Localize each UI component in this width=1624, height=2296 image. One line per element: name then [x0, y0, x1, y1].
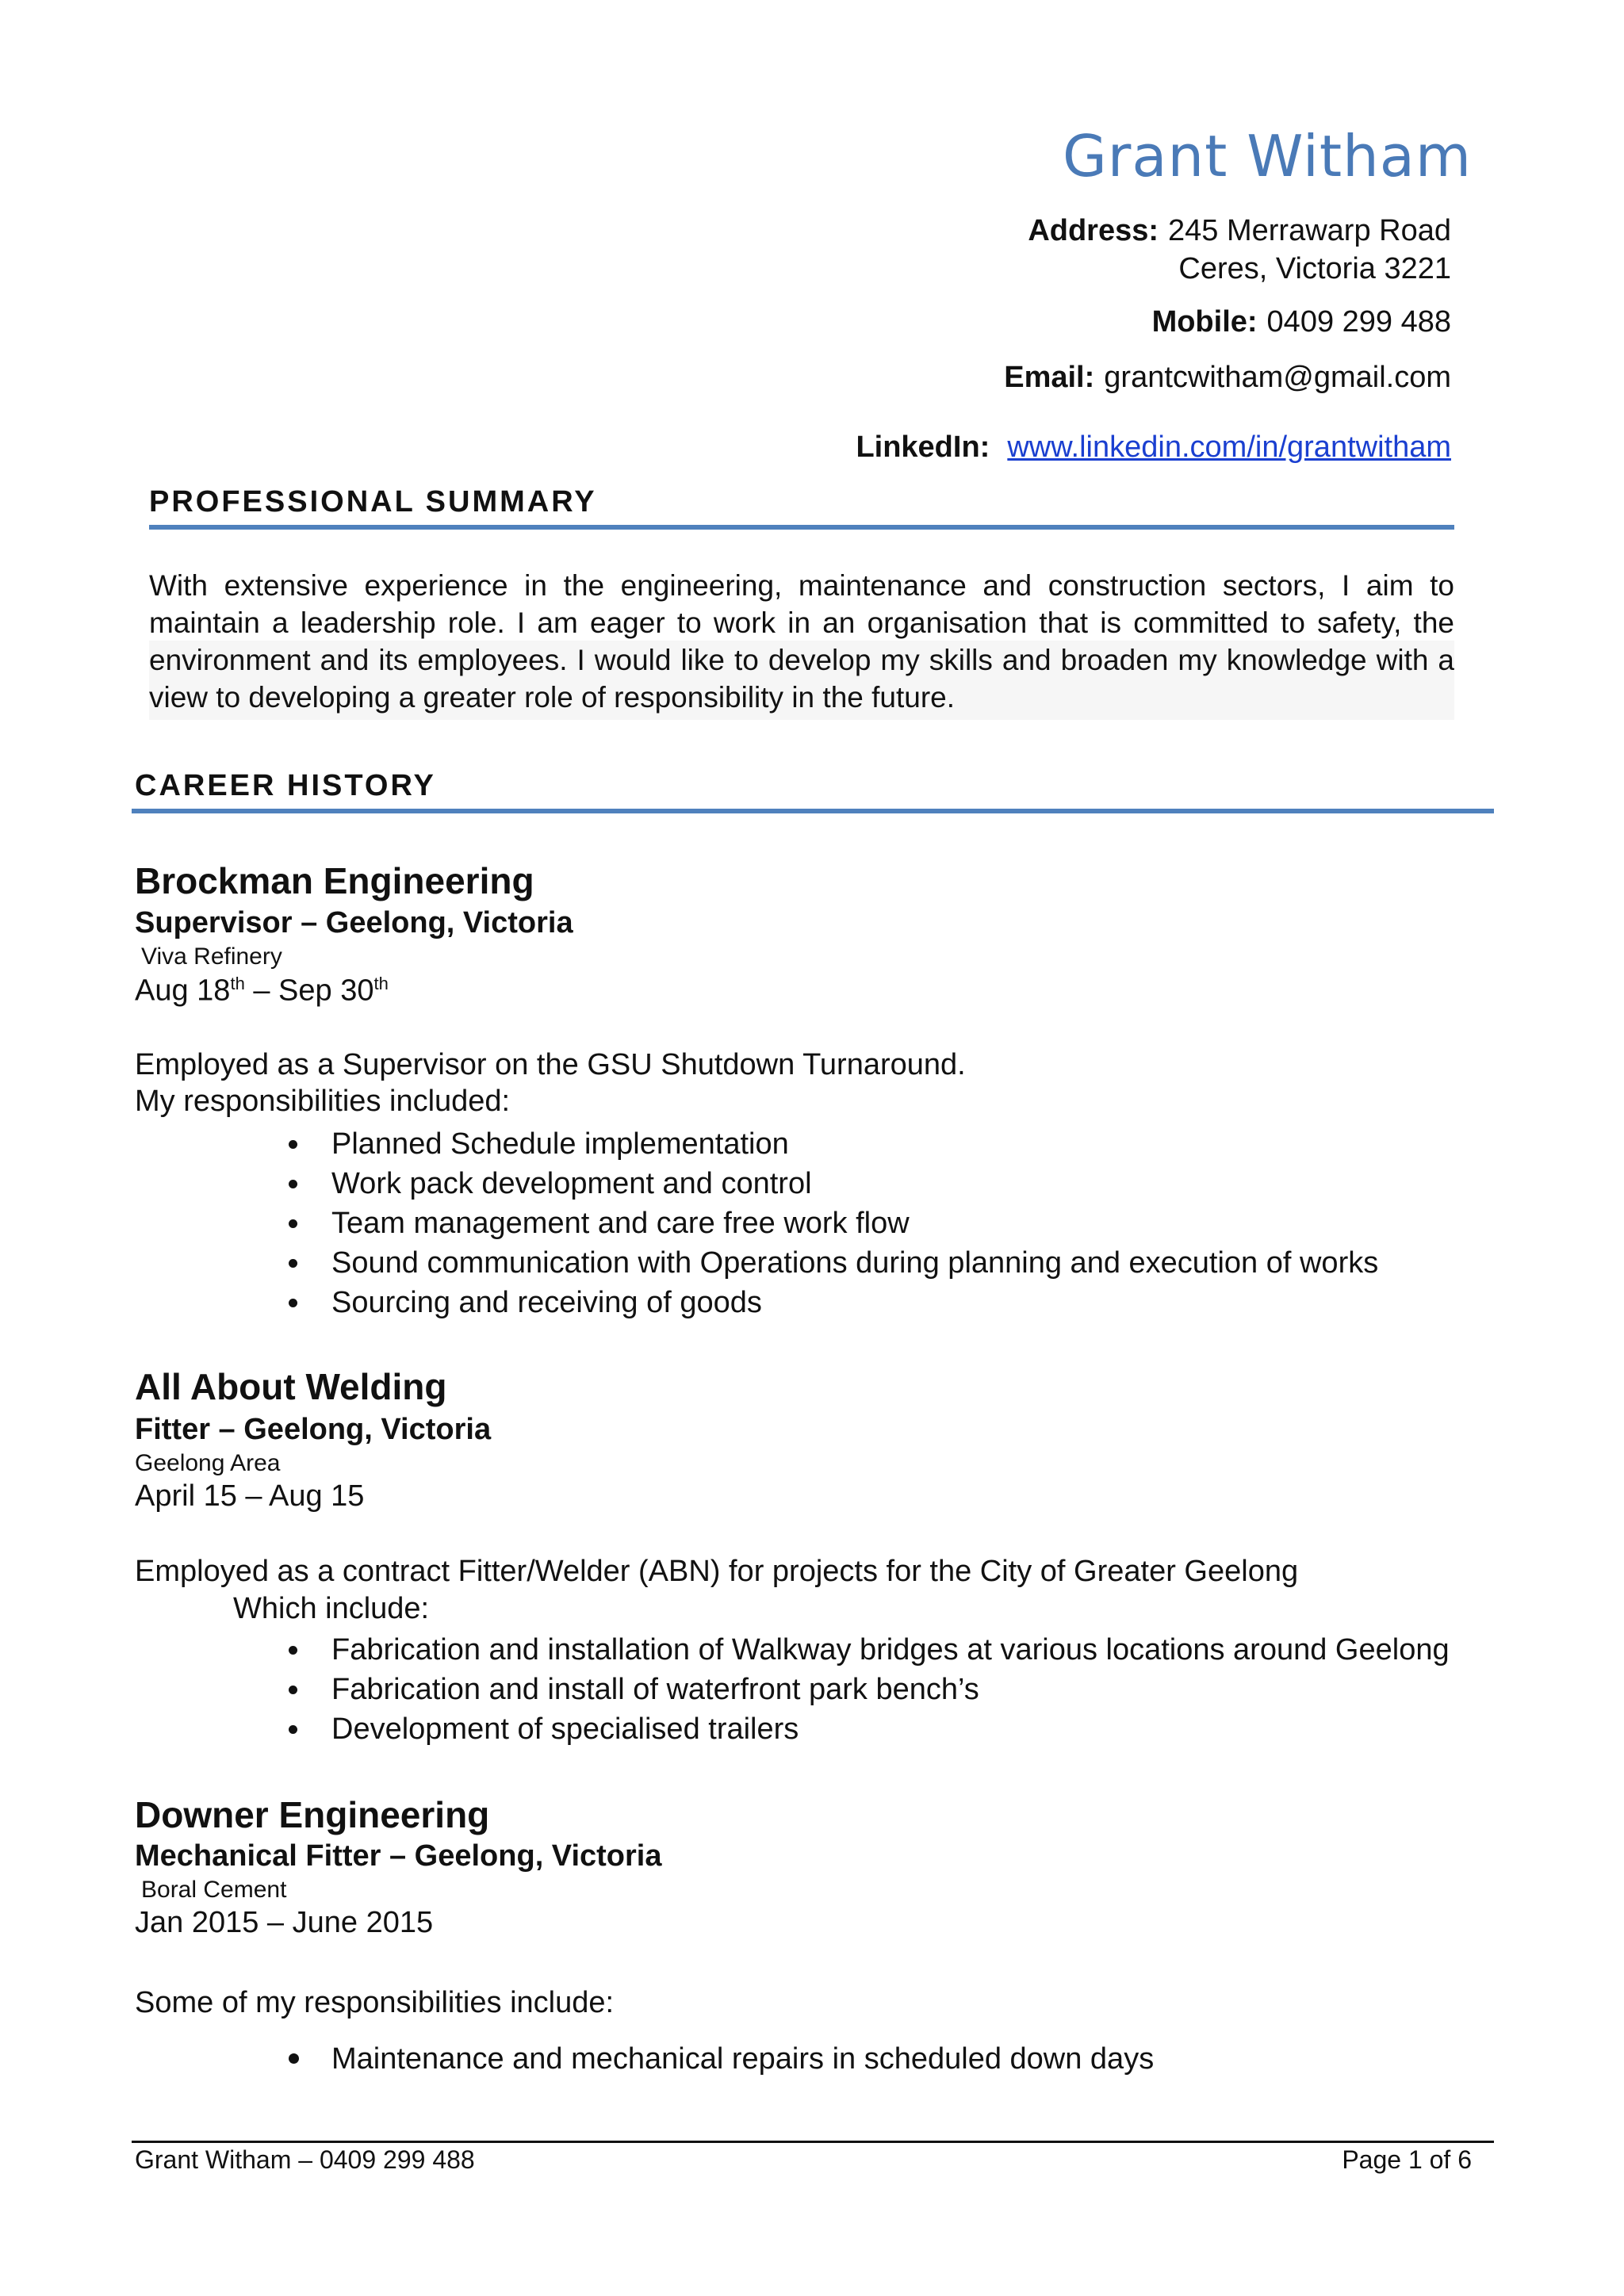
email-value: grantcwitham@gmail.com [1104, 361, 1451, 394]
mobile-value: 0409 299 488 [1266, 305, 1451, 339]
job-responsibilities [270, 2039, 1154, 2079]
address-value-line1: 245 Merrawarp Road [1168, 214, 1451, 247]
job-date-end-suffix: th [373, 974, 389, 993]
linkedin-line [856, 430, 1451, 465]
linkedin-link[interactable]: www.linkedin.com/in/grantwitham [1007, 430, 1451, 464]
mobile-line [1152, 305, 1451, 339]
list-item: Maintenance and mechanical repairs in scheduled down days [270, 2039, 1154, 2079]
career-history-heading: CAREER HISTORY [135, 769, 436, 802]
list-item: Team management and care free work flow [270, 1203, 1378, 1243]
bullet-icon [289, 1140, 297, 1149]
bullet-icon [289, 1180, 297, 1188]
list-item: Fabrication and install of waterfront park bench’s [270, 1670, 1450, 1709]
job-site: Viva Refinery [141, 943, 282, 970]
bullet-icon [289, 2053, 299, 2064]
bullet-icon [289, 1646, 297, 1655]
job-responsibilities [270, 1630, 1450, 1749]
job-intro: Employed as a contract Fitter/Welder (ABN) for projects for the City of Greater Geelong [135, 1555, 1299, 1588]
address-label: Address: [1028, 214, 1159, 247]
bullet-icon [289, 1219, 297, 1228]
job-site: Geelong Area [135, 1450, 281, 1476]
mobile-label: Mobile: [1151, 305, 1258, 339]
job-dates: April 15 – Aug 15 [135, 1479, 365, 1513]
job-intro: Some of my responsibilities include: [135, 1986, 615, 2019]
list-item: Fabrication and installation of Walkway bridges at various locations around Geelong [270, 1630, 1450, 1670]
list-item: Work pack development and control [270, 1164, 1378, 1203]
email-line [1004, 361, 1451, 395]
job-date-start: Aug 18 [135, 974, 231, 1008]
candidate-name: Grant Witham [1063, 123, 1472, 189]
list-item: Sound communication with Operations during planning and execution of works [270, 1243, 1378, 1283]
job-intro: Employed as a Supervisor on the GSU Shutdown Turnaround. [135, 1048, 966, 1081]
summary-divider [149, 525, 1454, 530]
email-label: Email: [1004, 361, 1095, 394]
job-role: Fitter – Geelong, Victoria [135, 1413, 492, 1446]
job-responsibilities [270, 1124, 1378, 1322]
address-line-2: Ceres, Victoria 3221 [1178, 252, 1451, 285]
job-site: Boral Cement [141, 1877, 287, 1903]
job-intro-2: My responsibilities included: [135, 1085, 511, 1118]
career-divider [132, 809, 1494, 813]
job-date-end: – Sep 30 [244, 974, 374, 1008]
list-item: Planned Schedule implementation [270, 1124, 1378, 1164]
job-role: Supervisor – Geelong, Victoria [135, 906, 573, 939]
linkedin-label: LinkedIn: [856, 430, 990, 464]
job-dates [135, 974, 389, 1008]
list-item: Development of specialised trailers [270, 1709, 1450, 1749]
bullet-icon [289, 1299, 297, 1307]
list-item: Sourcing and receiving of goods [270, 1283, 1378, 1322]
job-company: All About Welding [135, 1366, 447, 1407]
footer-divider [132, 2141, 1494, 2143]
footer-name-phone: Grant Witham – 0409 299 488 [135, 2145, 475, 2174]
job-dates: Jan 2015 – June 2015 [135, 1906, 434, 1939]
job-intro-2: Which include: [233, 1592, 430, 1625]
address-line-1 [1028, 214, 1451, 248]
bullet-icon [289, 1686, 297, 1694]
page-number: Page 1 of 6 [1342, 2145, 1472, 2174]
bullet-icon [289, 1259, 297, 1268]
job-company: Downer Engineering [135, 1794, 490, 1835]
bullet-icon [289, 1725, 297, 1734]
job-role: Mechanical Fitter – Geelong, Victoria [135, 1839, 662, 1873]
professional-summary-heading: PROFESSIONAL SUMMARY [149, 485, 597, 519]
summary-text: With extensive experience in the engineering, maintenance and construction sectors, I aim to maintain a leadership role. I am eager to work in an organisation that is committed to safety, the environment and its employees. I would like to develop my skills and broaden my knowledge with a view to developing a greater role of responsibility in the future. [149, 569, 1454, 714]
job-company: Brockman Engineering [135, 860, 534, 901]
job-date-start-suffix: th [230, 974, 245, 993]
